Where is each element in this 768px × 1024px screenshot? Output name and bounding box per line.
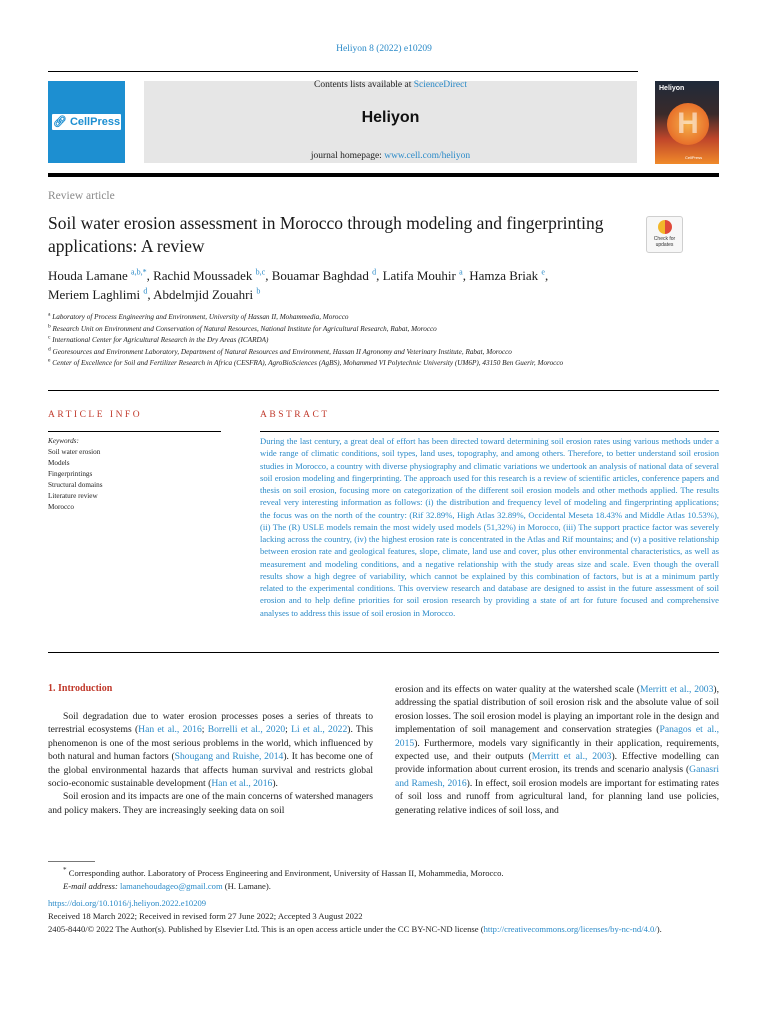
author-affiliation-marker[interactable]: b,c <box>255 267 266 277</box>
author-name[interactable]: Houda Lamane <box>48 268 128 283</box>
check-for-updates-button[interactable] <box>646 216 683 253</box>
homepage-link[interactable]: www.cell.com/heliyon <box>384 151 471 161</box>
journal-reference[interactable]: Heliyon 8 (2022) e10209 <box>336 44 432 54</box>
affiliation-item <box>48 312 648 324</box>
author-name[interactable]: Rachid Moussadek <box>153 268 253 283</box>
sciencedirect-link[interactable]: ScienceDirect <box>413 80 467 90</box>
header-thick-divider <box>48 173 719 177</box>
body-text: ). <box>272 778 278 790</box>
keyword-item: Fingerprintings <box>48 470 93 478</box>
journal-name: Heliyon <box>361 109 420 126</box>
body-text: ). Effective modelling can provide information about current erosion, its trends and scenario analysis ( <box>395 751 719 776</box>
affiliation-key: a <box>48 311 51 318</box>
cellpress-logo-panel[interactable] <box>48 81 125 163</box>
keyword-item: Morocco <box>48 503 74 511</box>
body-text: ; <box>201 724 208 736</box>
article-type: Review article <box>48 190 115 202</box>
received-dates: Received 18 March 2022; Received in revised form 27 June 2022; Accepted 3 August 2022 <box>48 911 363 921</box>
affiliation-text: Center of Excellence for Soil and Fertilizer Research in Africa (CESFRA), AgroBioSciences (AgBS), Mohammed VI Polytechnic University (UM6P), 43150 Ben Guerir, Morocco <box>50 359 564 367</box>
contents-available-line <box>144 80 637 90</box>
affiliation-key: b <box>48 323 51 330</box>
journal-homepage-line <box>144 151 637 161</box>
keywords-block <box>48 436 228 513</box>
affiliation-item <box>48 324 648 336</box>
article-title: Soil water erosion assessment in Morocco through modeling and fingerprinting applications: A review <box>48 213 604 256</box>
author-name[interactable]: Bouamar Baghdad <box>271 268 369 283</box>
intro-paragraph-continued <box>395 683 719 817</box>
citation-link[interactable]: Ganasri and Ramesh, 2016 <box>395 764 719 789</box>
citation-link[interactable]: Borrelli et al., 2020 <box>207 724 286 736</box>
affiliation-item <box>48 347 648 359</box>
keyword-item: Soil water erosion <box>48 448 101 456</box>
contents-prefix: Contents lists available at <box>313 80 414 90</box>
corresponding-line <box>48 864 719 880</box>
citation-link[interactable]: Han et al., 2016 <box>211 778 273 790</box>
header-divider <box>48 71 638 72</box>
abstract-text: During the last century, a great deal of effort has been directed toward determining soil erosion rates using various methods under a wide range of climatic conditions, soil types, land uses, topography, and among others. Therefore, to better understand soil erosion studies in Morocco, a country with diverse physiography and climatic variations we undertook an analysis of national data of several soil erosion modeling and fingerprinting. The approach used for this research is a review of scientific articles, conference papers and thesis on soil erosion, focusing more on categorization of the different soil erosion models and other methods applied. The results reveal very interesting information as follows: (i) the distribution and frequency level of modeling and fingerprinting applications; the focus was on the north of the country: (Rif 32.89%, High Atlas 32.89%, Occidental Meseta 18.43% and Middle Atlas 10.53%), (ii) The (R) USLE models remain the most widely used models (51,32%) in Morocco, (iii) The support practice factor was severely lacking across the country, (iv) the highest erosion rate is concentrated in the Atlas and Rif mountains; and (v) a positive relationship between erosion rate and geological features, slope, climate, land use and cover, plus other environmental characteristics, as well as measurement and modeling conditions, and a negative relationship with the study areas size and scale. Even though the overall results show a high degree of variability, which cannot be explained by this combination of factors, but is at a minimum partly related to the experimental conditions. This overview research and database are designed to assist in the future assessment of soil erosion and to help define priorities for soil erosion research by providing a state of art for future focused and comprehensive analyses to address this issue of soil erosion in Morocco. <box>260 436 719 618</box>
author-name[interactable]: Hamza Briak <box>469 268 539 283</box>
affiliation-list <box>48 312 648 370</box>
affiliation-text: Laboratory of Process Engineering and Environment, University of Hassan II, Mohammedia, Morocco <box>50 313 349 321</box>
check-updates-icon <box>658 220 672 234</box>
citation-link[interactable]: Merritt et al., 2003 <box>531 751 612 763</box>
footnote-marker: * <box>63 866 67 874</box>
article-info-heading: ARTICLE INFO <box>48 410 143 420</box>
keyword-item: Structural domains <box>48 481 103 489</box>
homepage-prefix: journal homepage: <box>310 151 385 161</box>
cover-letter: H <box>677 107 699 140</box>
affiliation-text: Georesources and Environment Laboratory, Department of Natural Resources and Environment, Hassan II Agronomy and Veterinary Institute, Rabat, Morocco <box>50 347 512 356</box>
affiliation-key: e <box>48 357 51 364</box>
author-affiliation-marker[interactable]: d <box>372 267 377 277</box>
keyword-item: Models <box>48 459 70 467</box>
body-text: ), addressing the spatial distribution of soil erosion risk and the absolute value of soil erosion losses. The soil erosion model is playing an important role in the design and implementation of soil management and conservation strategies ( <box>395 684 719 736</box>
license-text: 2405-8440/© 2022 The Author(s). Published by Elsevier Ltd. This is an open access article under the CC BY-NC-ND license ( <box>48 924 484 934</box>
section-divider <box>48 652 719 653</box>
article-info-divider <box>48 431 221 432</box>
body-text: Soil degradation due to water erosion processes poses a series of threats to terrestrial ecosystems ( <box>48 711 373 736</box>
cellpress-logo <box>52 114 121 130</box>
body-column-right <box>395 683 719 817</box>
citation-link[interactable]: Han et al., 2016 <box>138 724 202 736</box>
body-text: ; <box>285 724 292 736</box>
abstract-divider <box>260 431 719 432</box>
introduction-heading: 1. Introduction <box>48 683 113 694</box>
affiliation-item <box>48 335 648 347</box>
body-text: ). In effect, soil erosion models are important for estimating rates of soil loss and runoff from agricultural land, for planning land use policies, generating relative indices of soil loss, and <box>395 777 719 816</box>
affiliation-divider <box>48 390 719 391</box>
author-affiliation-marker[interactable]: e <box>541 267 545 277</box>
author-name[interactable]: Latifa Mouhir <box>382 268 456 283</box>
email-line <box>48 880 719 893</box>
body-text: ). Furthermore, models vary significantly in their application, requirements, expected use, and their outputs ( <box>395 737 719 763</box>
citation-link[interactable]: Shougang and Ruishe, 2014 <box>174 751 284 763</box>
abstract-heading: ABSTRACT <box>260 410 330 420</box>
intro-paragraph-1 <box>48 710 373 790</box>
corresponding-author-footnote <box>48 864 719 893</box>
keywords-label: Keywords: <box>48 437 79 445</box>
license-suffix: ). <box>656 924 662 934</box>
citation-link[interactable]: Panagos et al., 2015 <box>395 724 719 749</box>
cover-title: Heliyon <box>659 85 685 92</box>
license-link[interactable]: http://creativecommons.org/licenses/by-nc-nd/4.0/ <box>483 924 657 934</box>
affiliation-item <box>48 358 648 370</box>
affiliation-key: d <box>48 346 51 353</box>
keywords-list <box>48 447 228 513</box>
body-text: ). This phenomenon is one of the most serious problems in the world, which influenced by both natural and human factors ( <box>48 724 373 763</box>
journal-cover-image[interactable] <box>655 81 719 164</box>
email-label: E-mail address: <box>63 880 118 891</box>
email-link[interactable]: lamanehoudageo@gmail.com <box>119 880 223 891</box>
cover-footer: CellPress <box>685 155 703 160</box>
author-name[interactable]: Meriem Laghlimi <box>48 287 141 302</box>
corresponding-text: Corresponding author. Laboratory of Process Engineering and Environment, University of Hassan II, Mohammedia, Morocco. <box>68 867 504 878</box>
author-list: Houda Lamane $^{a,b,*}$, Rachid Moussadek $^{b,c}$, Bouamar Baghdad $^d$, Latifa Mouhir $^a$, Hamza Briak $^e$, Meriem Laghlimi $^d$, Abdelmjid Zouahri $^b$ <box>48 267 549 302</box>
citation-link[interactable]: Merritt et al., 2003 <box>639 684 714 695</box>
author-affiliation-marker[interactable]: d <box>143 286 148 296</box>
author-affiliation-marker[interactable]: b <box>256 286 261 296</box>
body-text: ). It has become one of the global environmental hazards that affects human survival and restricts global socio-economic sustainable development ( <box>48 751 373 790</box>
email-suffix: (H. Lamane). <box>222 880 271 891</box>
affiliation-text: International Center for Agricultural Research in the Dry Areas (ICARDA) <box>50 336 269 344</box>
check-updates-label: Check for updates <box>653 236 676 248</box>
citation-link[interactable]: Li et al., 2022 <box>291 724 348 736</box>
license-line <box>48 923 719 936</box>
body-text: erosion and its effects on water quality at the watershed scale ( <box>395 684 640 695</box>
link-icon: 🔗︎ <box>52 116 67 128</box>
affiliation-text: Research Unit on Environment and Conservation of Natural Resources, National Institute for Agricultural Research, Rabat, Morocco <box>50 324 437 333</box>
publisher-name: CellPress <box>69 116 121 128</box>
body-column-left <box>48 710 373 817</box>
author-name[interactable]: Abdelmjid Zouahri <box>153 287 254 302</box>
footnote-divider <box>48 861 95 862</box>
doi-link[interactable]: https://doi.org/10.1016/j.heliyon.2022.e10209 <box>48 898 207 908</box>
affiliation-key: c <box>48 334 51 341</box>
intro-paragraph-2: Soil erosion and its impacts are one of the main concerns of watershed managers and policy makers. They are increasingly seeking data on soil <box>48 791 373 816</box>
author-affiliation-marker[interactable]: a,b,* <box>131 267 147 277</box>
author-affiliation-marker[interactable]: a <box>459 267 463 277</box>
keyword-item: Literature review <box>48 492 98 500</box>
